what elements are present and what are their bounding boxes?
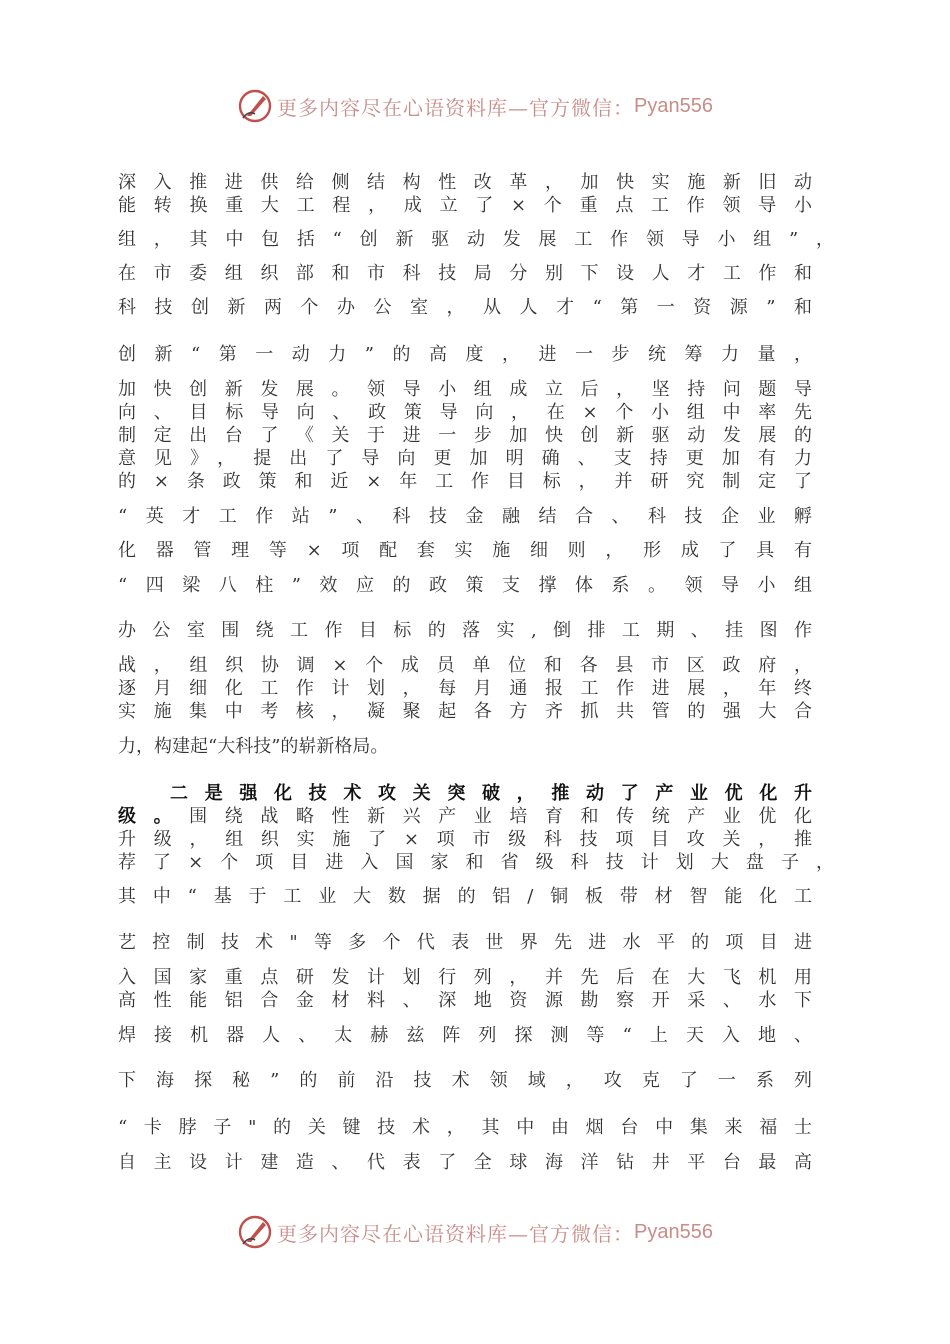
banner-text: 更多内容尽在心语资料库—官方微信：: [277, 1221, 635, 1246]
text-line: 创新“第一动力”的高度，进一步统筹力量，: [118, 344, 812, 365]
text-line: 在市委组织部和市科技局分别下设人才工作和: [118, 263, 812, 284]
text-line: 艺控制技术"等多个代表世界先进水平的项目进: [118, 932, 812, 953]
text-line: 自主设计建造、代表了全球海洋钻井平台最高: [118, 1152, 812, 1173]
text-line: 的×条政策和近×年工作目标，并研究制定了: [118, 471, 812, 492]
banner-text: 更多内容尽在心语资料库—官方微信：: [277, 95, 635, 120]
text-line: 意见》，提出了导向更加明确、支持更加有力: [118, 448, 812, 469]
quill-logo-icon: [237, 88, 273, 124]
text-line: 焊接机器人、太赫兹阵列探测等“上天入地、: [118, 1025, 812, 1046]
text-line: 能转换重大工程，成立了×个重点工作领导小: [118, 195, 812, 216]
text-line: 战，组织协调×个成员单位和各县市区政府，: [118, 655, 812, 676]
text-line: 升级，组织实施了×项市级科技项目攻关，推: [118, 829, 812, 850]
text-line: 其中“基于工业大数据的铝/铜板带材智能化工: [118, 886, 812, 907]
text-line: 高性能铝合金材料、深地资源勘察开采、水下: [118, 990, 812, 1011]
text-line: 深入推进供给侧结构性改革，加快实施新旧动: [118, 172, 812, 193]
text-line: “卡脖子"的关键技术，其中由烟台中集来福士: [118, 1117, 812, 1138]
text-line: “英才工作站”、科技金融结合、科技企业孵: [118, 506, 812, 527]
text-line: 办公室围绕工作目标的落实,倒排工期、挂图作: [118, 620, 812, 641]
text-line: 实施集中考核，凝聚起各方齐抓共管的强大合: [118, 701, 812, 722]
text-line: 组，其中包括“创新驱动发展工作领导小组”，: [118, 229, 834, 250]
text-line: 入国家重点研发计划行列，并先后在大飞机用: [118, 967, 812, 988]
text-line: 制定出台了《关于进一步加快创新驱动发展的: [118, 425, 812, 446]
text-line: 力，构建起“大科技”的崭新格局。: [118, 736, 389, 757]
section-first-line-rest: 围绕战略性新兴产业培育和传统产业优化: [189, 806, 813, 827]
text-line: “四梁八柱”效应的政策支撑体系。领导小组: [118, 575, 812, 596]
footer-banner: [0, 1212, 950, 1252]
text-line: 下海探秘”的前沿技术领域，攻克了一系列: [118, 1070, 812, 1091]
banner-wechat-id: Pyan556: [634, 94, 713, 117]
section-first-line: [118, 806, 812, 828]
text-line: 向、目标导向、政策导向，在×个小组中率先: [118, 402, 812, 423]
section-heading-tail: 级。: [118, 806, 190, 827]
text-line: 化器管理等×项配套实施细则，形成了具有: [118, 540, 812, 561]
header-banner: [0, 86, 950, 126]
banner-wechat-id: Pyan556: [634, 1220, 713, 1243]
text-line: 加快创新发展。领导小组成立后，坚持问题导: [118, 379, 812, 400]
text-line: 逐月细化工作计划，每月通报工作进展，年终: [118, 678, 812, 699]
section-heading: 二是强化技术攻关突破，推动了产业优化升: [170, 783, 812, 804]
text-line: 荐了×个项目进入国家和省级科技计划大盘子，: [118, 852, 834, 873]
quill-logo-icon: [237, 1214, 273, 1250]
text-line: 科技创新两个办公室，从人才“第一资源”和: [118, 297, 812, 318]
